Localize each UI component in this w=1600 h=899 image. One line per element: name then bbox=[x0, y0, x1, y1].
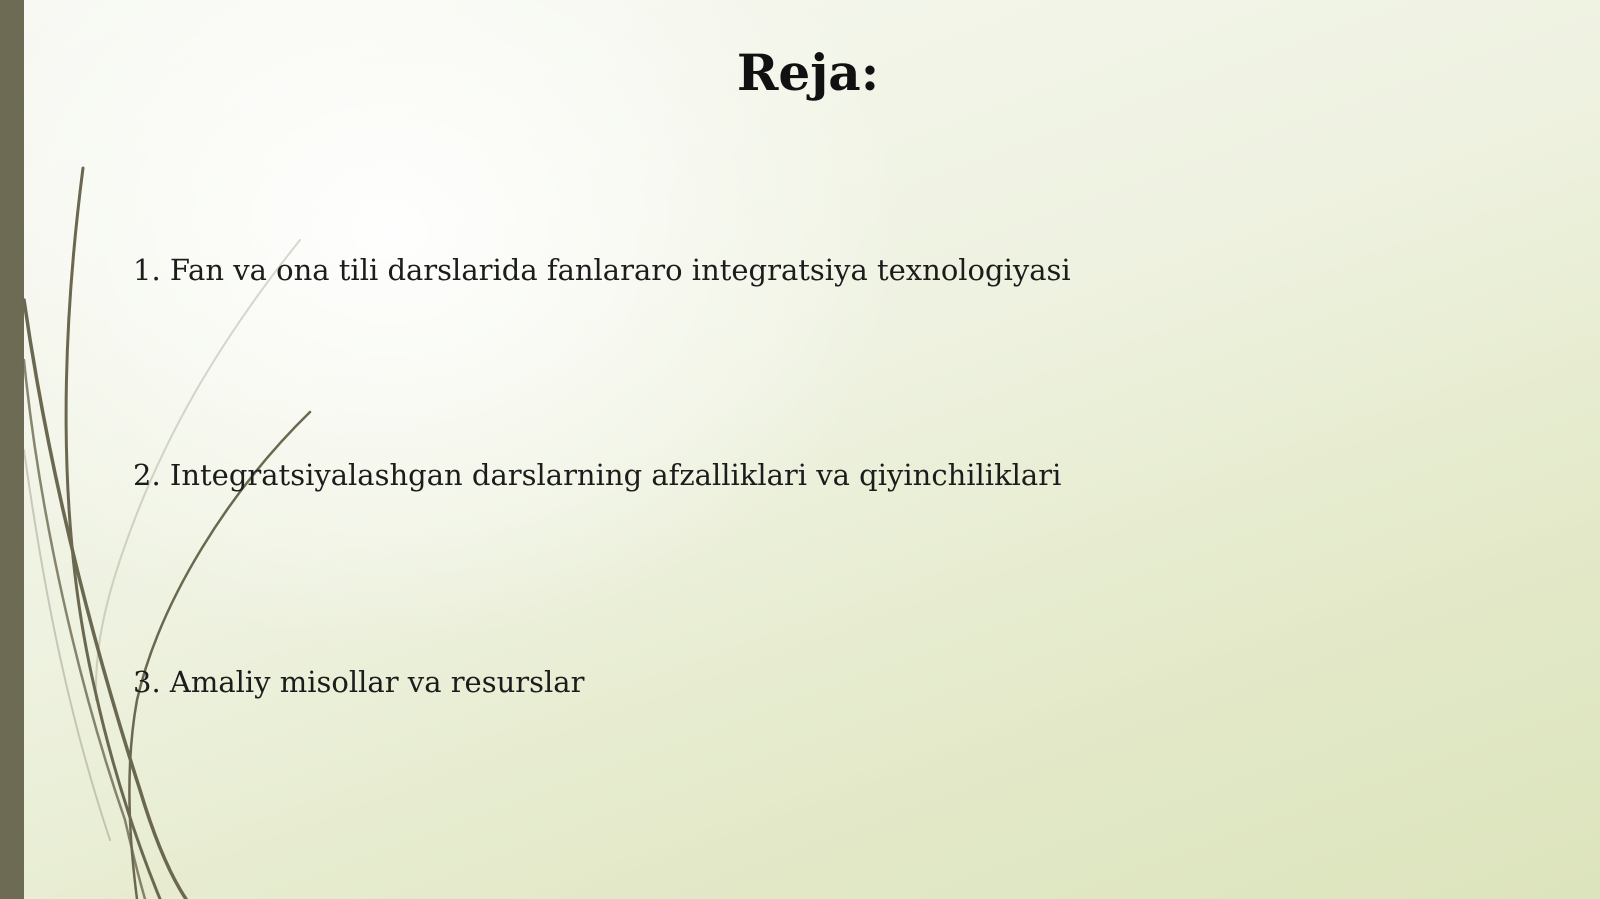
plan-item-3: 3. Amaliy misollar va resurslar bbox=[133, 665, 585, 699]
slide-title: Reja: bbox=[736, 43, 880, 102]
grass-decoration bbox=[0, 0, 340, 899]
plan-item-2: 2. Integratsiyalashgan darslarning afzalliklari va qiyinchiliklari bbox=[133, 458, 1062, 492]
plan-item-1: 1. Fan va ona tili darslarida fanlararo integratsiya texnologiyasi bbox=[133, 253, 1071, 287]
